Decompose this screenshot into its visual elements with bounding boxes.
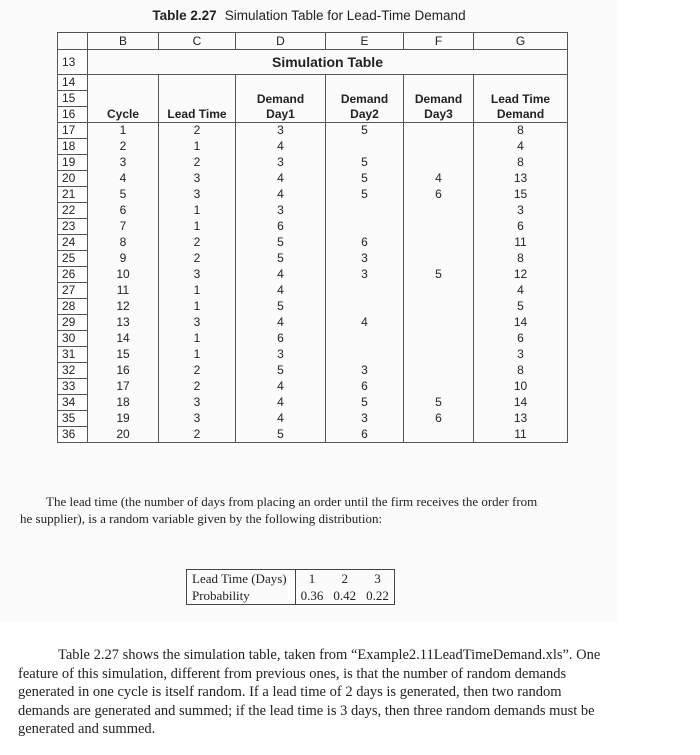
table-cell: 13 [88, 315, 159, 331]
header-lead-time-demand: Lead Time Demand [474, 75, 568, 123]
table-row [58, 315, 568, 331]
table-cell: 3 [159, 395, 236, 411]
table-cell [404, 299, 474, 315]
table-cell: 17 [88, 379, 159, 395]
table-cell: 1 [159, 283, 236, 299]
caption-label: Table 2.27 [152, 8, 217, 23]
paragraph-line: demands are generated and summed; if the lead time is 3 days, then three random demands must be [18, 702, 595, 719]
paragraph-line: he supplier), is a random variable given by the following distribution: [20, 511, 383, 526]
table-cell: 4 [88, 171, 159, 187]
row-number: 34 [58, 395, 88, 411]
table-cell: 6 [326, 427, 404, 443]
row-number: 28 [58, 299, 88, 315]
table-cell: 1 [159, 347, 236, 363]
table-cell: 11 [474, 427, 568, 443]
table-cell: 5 [326, 155, 404, 171]
table-cell: 16 [88, 363, 159, 379]
table-cell: 1 [159, 139, 236, 155]
column-letter: G [474, 33, 568, 50]
table-cell: 2 [159, 363, 236, 379]
table-cell: 8 [474, 123, 568, 139]
paragraph-line: feature of this simulation, different from previous ones, is that the number of random demands [18, 665, 567, 682]
table-row [58, 219, 568, 235]
simulation-table-body [58, 123, 568, 443]
paragraph-line: generated in one cycle is itself random. If a lead time of 2 days is generated, then two random [18, 684, 562, 700]
table-cell: 3 [474, 203, 568, 219]
row-number: 29 [58, 315, 88, 331]
table-cell: 6 [474, 331, 568, 347]
row-number: 17 [58, 123, 88, 139]
column-letter: F [404, 33, 474, 50]
column-letter: D [236, 33, 326, 50]
table-cell: 1 [159, 219, 236, 235]
table-cell: 5 [236, 427, 326, 443]
dist-label: Probability [187, 587, 296, 605]
table-cell: 18 [88, 395, 159, 411]
table-cell [404, 363, 474, 379]
table-cell: 6 [326, 235, 404, 251]
lead-time-paragraph [20, 493, 615, 527]
table-cell: 19 [88, 411, 159, 427]
dist-label: Lead Time (Days) [187, 570, 296, 588]
table-cell [326, 347, 404, 363]
simulation-description-paragraph [18, 646, 700, 739]
table-row [58, 235, 568, 251]
table-cell: 2 [159, 427, 236, 443]
table-cell: 8 [474, 363, 568, 379]
table-row [58, 299, 568, 315]
column-letter: C [159, 33, 236, 50]
table-cell: 4 [236, 187, 326, 203]
row-number: 30 [58, 331, 88, 347]
table-row [58, 411, 568, 427]
table-cell: 10 [474, 379, 568, 395]
table-cell [404, 315, 474, 331]
table-row [58, 267, 568, 283]
table-cell [326, 139, 404, 155]
table-row [58, 283, 568, 299]
table-row [58, 139, 568, 155]
table-cell: 9 [88, 251, 159, 267]
table-cell: 1 [88, 123, 159, 139]
table-cell: 5 [236, 363, 326, 379]
table-cell: 14 [474, 395, 568, 411]
row-number: 18 [58, 139, 88, 155]
table-caption [0, 8, 618, 23]
table-cell [404, 331, 474, 347]
table-cell: 5 [236, 299, 326, 315]
row-number: 24 [58, 235, 88, 251]
table-cell: 15 [88, 347, 159, 363]
table-cell: 20 [88, 427, 159, 443]
table-cell: 1 [159, 299, 236, 315]
row-number: 33 [58, 379, 88, 395]
table-cell: 1 [159, 331, 236, 347]
table-cell: 5 [404, 395, 474, 411]
header-lead-time: Lead Time [159, 75, 236, 123]
table-cell: 5 [236, 251, 326, 267]
row-number: 15 [58, 91, 88, 107]
table-cell: 6 [88, 203, 159, 219]
table-cell: 12 [474, 267, 568, 283]
table-cell [404, 347, 474, 363]
row-number: 23 [58, 219, 88, 235]
table-cell: 4 [474, 283, 568, 299]
table-row [58, 123, 568, 139]
table-row [58, 379, 568, 395]
table-cell: 3 [88, 155, 159, 171]
dist-value: 2 [328, 570, 361, 588]
lead-time-distribution-table [186, 569, 395, 605]
table-cell: 4 [236, 267, 326, 283]
table-cell: 5 [326, 123, 404, 139]
table-cell: 2 [159, 251, 236, 267]
table-cell: 2 [88, 139, 159, 155]
row-number: 16 [58, 107, 88, 123]
table-row [58, 347, 568, 363]
table-cell: 3 [159, 315, 236, 331]
column-letter-row [58, 33, 568, 50]
table-cell: 8 [88, 235, 159, 251]
table-cell: 14 [88, 331, 159, 347]
paragraph-line: Table 2.27 shows the simulation table, taken from “Example2.11LeadTimeDemand.xls”. One [58, 647, 601, 663]
table-cell: 3 [236, 155, 326, 171]
table-cell: 4 [236, 411, 326, 427]
table-cell: 6 [474, 219, 568, 235]
table-row [58, 251, 568, 267]
table-cell: 6 [404, 187, 474, 203]
dist-value: 3 [361, 570, 394, 588]
table-cell [404, 283, 474, 299]
table-cell [404, 427, 474, 443]
paragraph-line: The lead time (the number of days from placing an order until the firm receives the order from [46, 494, 538, 509]
header-row [58, 75, 568, 91]
table-cell: 5 [88, 187, 159, 203]
table-row [58, 395, 568, 411]
table-cell: 7 [88, 219, 159, 235]
table-cell: 2 [159, 155, 236, 171]
table-cell: 2 [159, 235, 236, 251]
paragraph-line: generated and summed. [18, 721, 156, 737]
row-number: 36 [58, 427, 88, 443]
table-cell [404, 235, 474, 251]
table-cell: 4 [404, 171, 474, 187]
row-number: 20 [58, 171, 88, 187]
row-number: 25 [58, 251, 88, 267]
table-cell: 3 [326, 363, 404, 379]
dist-value: 0.22 [361, 587, 394, 605]
header-demand-day3: Demand Day3 [404, 75, 474, 123]
table-row [58, 331, 568, 347]
header-demand-day2: Demand Day2 [326, 75, 404, 123]
table-cell: 3 [159, 187, 236, 203]
row-number: 22 [58, 203, 88, 219]
dist-row-days [187, 570, 395, 588]
table-cell: 3 [326, 267, 404, 283]
simulation-table [57, 32, 568, 443]
header-cycle: Cycle [88, 75, 159, 123]
table-cell: 4 [236, 283, 326, 299]
corner-cell [58, 33, 88, 50]
simulation-table-title: Simulation Table [88, 50, 568, 75]
dist-value: 1 [295, 570, 328, 588]
table-cell: 3 [474, 347, 568, 363]
caption-text: Simulation Table for Lead-Time Demand [224, 8, 466, 23]
table-cell: 10 [88, 267, 159, 283]
table-cell [326, 283, 404, 299]
row-number: 27 [58, 283, 88, 299]
row-number: 35 [58, 411, 88, 427]
table-cell: 4 [236, 315, 326, 331]
table-cell: 4 [474, 139, 568, 155]
table-cell: 6 [236, 331, 326, 347]
table-cell: 6 [236, 219, 326, 235]
table-cell: 8 [474, 251, 568, 267]
table-cell: 5 [326, 171, 404, 187]
table-cell [326, 331, 404, 347]
row-number: 31 [58, 347, 88, 363]
table-cell: 4 [236, 139, 326, 155]
row-number: 13 [58, 50, 88, 75]
table-cell: 5 [404, 267, 474, 283]
table-row [58, 427, 568, 443]
table-cell: 12 [88, 299, 159, 315]
table-cell: 6 [326, 379, 404, 395]
row-number: 26 [58, 267, 88, 283]
table-cell: 5 [326, 395, 404, 411]
table-row [58, 363, 568, 379]
table-cell: 8 [474, 155, 568, 171]
table-cell: 4 [236, 171, 326, 187]
table-cell [404, 155, 474, 171]
table-cell [404, 139, 474, 155]
table-cell: 4 [236, 395, 326, 411]
table-cell: 4 [236, 379, 326, 395]
table-row [58, 187, 568, 203]
table-cell: 3 [159, 267, 236, 283]
table-cell [404, 123, 474, 139]
table-cell [404, 219, 474, 235]
table-cell: 3 [326, 251, 404, 267]
table-cell: 14 [474, 315, 568, 331]
table-cell: 11 [474, 235, 568, 251]
table-cell: 2 [159, 379, 236, 395]
table-cell: 15 [474, 187, 568, 203]
table-cell: 4 [326, 315, 404, 331]
table-cell: 5 [236, 235, 326, 251]
dist-value: 0.36 [295, 587, 328, 605]
table-cell: 3 [236, 203, 326, 219]
table-cell: 2 [159, 123, 236, 139]
table-cell: 3 [159, 171, 236, 187]
table-cell [404, 203, 474, 219]
dist-row-probability [187, 587, 395, 605]
header-demand-day1: Demand Day1 [236, 75, 326, 123]
table-cell [326, 203, 404, 219]
row-number: 32 [58, 363, 88, 379]
table-cell: 3 [326, 411, 404, 427]
table-cell: 3 [159, 411, 236, 427]
row-number: 19 [58, 155, 88, 171]
column-letter: B [88, 33, 159, 50]
table-cell: 11 [88, 283, 159, 299]
table-cell: 13 [474, 171, 568, 187]
table-cell: 6 [404, 411, 474, 427]
table-cell: 5 [326, 187, 404, 203]
row-number: 21 [58, 187, 88, 203]
row-number: 14 [58, 75, 88, 91]
table-cell [326, 299, 404, 315]
table-cell: 13 [474, 411, 568, 427]
table-cell: 3 [236, 123, 326, 139]
title-row [58, 50, 568, 75]
table-row [58, 171, 568, 187]
table-cell: 5 [474, 299, 568, 315]
table-cell: 1 [159, 203, 236, 219]
table-row [58, 203, 568, 219]
table-cell [404, 379, 474, 395]
dist-value: 0.42 [328, 587, 361, 605]
table-cell: 3 [236, 347, 326, 363]
column-letter: E [326, 33, 404, 50]
table-cell [404, 251, 474, 267]
table-cell [326, 219, 404, 235]
table-row [58, 155, 568, 171]
